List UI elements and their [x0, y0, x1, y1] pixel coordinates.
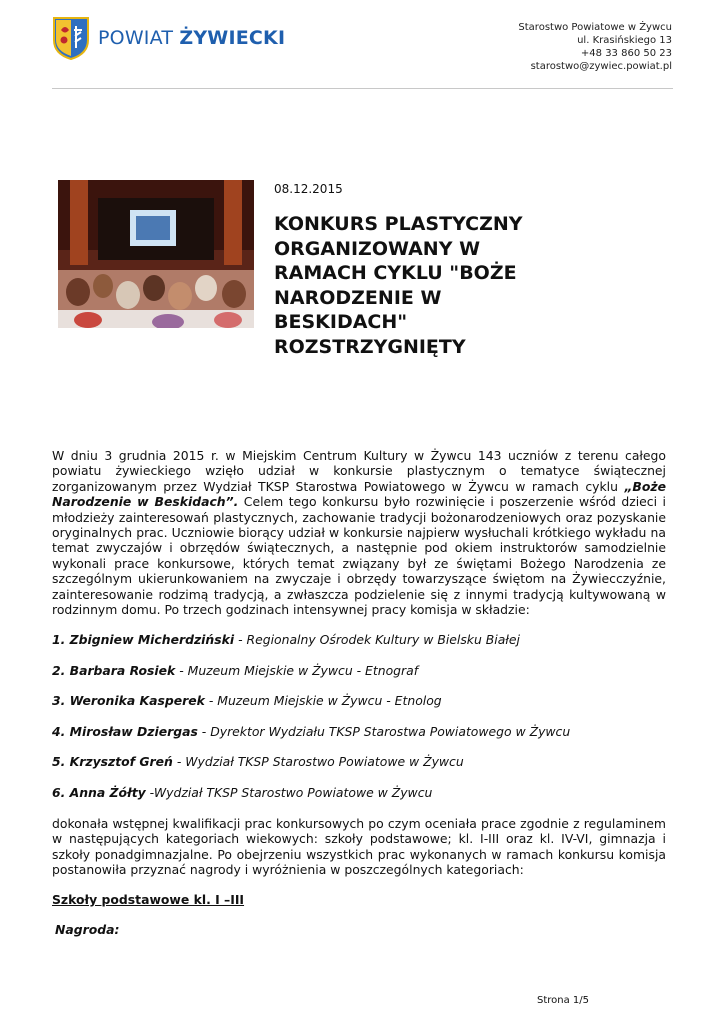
event-photo: [58, 180, 254, 328]
commission-member: 1. Zbigniew Micherdziński - Regionalny Ośrodek Kultury w Bielsku Białej: [52, 632, 520, 648]
office-email: starostwo@zywiec.powiat.pl: [530, 61, 672, 72]
intro-paragraph: W dniu 3 grudnia 2015 r. w Miejskim Centrum Kultury w Żywcu 143 uczniów z terenu całego powiatu żywieckiego wzięło udział w konkursie plastycznym o tematyce świątecznej zorganizowanym przez Wydział TKSP Starostwa Powiatowego w Żywcu w ramach cyklu „Boże Narodzenie w Beskidach”. Celem tego konkursu było rozwinięcie i poszerzenie wśród dzieci i młodzieży zainteresowań plastycznych, zachowanie tradycji bożonarodzeniowych oraz pozyskanie oryginalnych prac. Uczniowie biorący udział w konkursie najpierw wysłuchali krótkiego wykładu na temat zwyczajów i obrzędów świątecznych, a następnie pod okiem instruktorów samodzielnie wykonali prace konkursowe, których temat związany był ze świętami Bożego Narodzenia ze szczególnym ukierunkowaniem na zwyczaje i obrzędy towarzyszące świętom na Żywiecczyźnie, zainteresowanie rodzimą tradycją, a zwłaszcza podzielenie się z innymi tradycją kultywowaną w rodzinnym domu. Po trzech godzinach intensywnej pracy komisja w składzie:: [52, 448, 666, 618]
results-paragraph: dokonała wstępnej kwalifikacji prac konkursowych po czym oceniała prace zgodnie z regulaminem w następujących kategoriach wiekowych: szkoły podstawowe; kl. I-III oraz kl. IV-VI, gimnazja i szkoły ponadgimnazjalne. Po obejrzeniu wszystkich prac wykonanych w ramach konkursu komisja postanowiła przyznać nagrody i wyróżnienia w poszczególnych kategoriach:: [52, 815, 666, 878]
section-heading: Szkoły podstawowe kl. I –III: [52, 891, 245, 907]
prize-label: Nagroda:: [55, 921, 120, 937]
page-number: Strona 1/5: [537, 995, 590, 1006]
cycle-name: „Boże Narodzenie w Beskidach”.: [52, 478, 666, 510]
header-divider: [52, 88, 673, 89]
commission-member: 3. Weronika Kasperek - Muzeum Miejskie w Żywcu - Etnolog: [52, 693, 442, 709]
article-title: KONKURS PLASTYCZNY ORGANIZOWANY W RAMACH CYKLU "BOŻE NARODZENIE W BESKIDACH" ROZSTRZYGNIĘTY: [274, 213, 523, 358]
article-body: [52, 448, 666, 950]
article-date: 08.12.2015: [274, 182, 343, 196]
commission-member: 2. Barbara Rosiek - Muzeum Miejskie w Żywcu - Etnograf: [52, 662, 419, 678]
commission-member: 4. Mirosław Dziergas - Dyrektor Wydziału TKSP Starostwa Powiatowego w Żywcu: [52, 723, 571, 739]
office-phone: +48 33 860 50 23: [580, 48, 672, 59]
coat-of-arms-icon: [52, 16, 90, 60]
office-address: ul. Krasińskiego 13: [577, 35, 672, 46]
powiat-logo: [52, 16, 285, 60]
commission-member: 5. Krzysztof Greń - Wydział TKSP Starostwo Powiatowe w Żywcu: [52, 754, 464, 770]
office-name: Starostwo Powiatowe w Żywcu: [518, 22, 672, 33]
logo-wordmark: POWIAT ŻYWIECKI: [98, 27, 286, 49]
commission-member: 6. Anna Żółty -Wydział TKSP Starostwo Powiatowe w Żywcu: [52, 784, 433, 800]
contact-block: [518, 21, 672, 73]
